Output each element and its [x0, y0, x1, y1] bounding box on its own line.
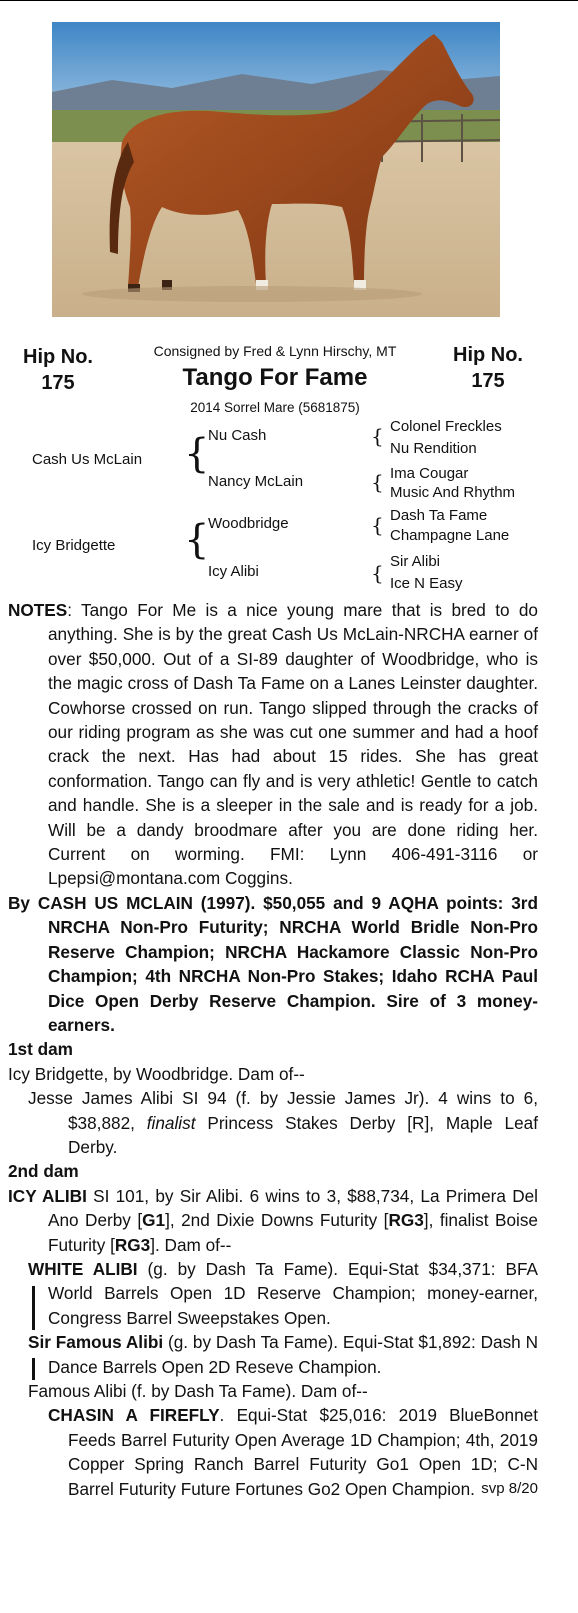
second-dam-text-2: ], 2nd Dixie Downs Futurity [	[165, 1210, 389, 1231]
pedigree-brace-dd: {	[371, 561, 384, 585]
horse-name: Tango For Fame	[182, 364, 368, 391]
pedigree-sire-dam-sire: Ima Cougar	[390, 465, 469, 482]
consignor-line: Consigned by Fred & Lynn Hirschy, MT	[153, 343, 397, 359]
pedigree-sire-sire-dam: Nu Rendition	[390, 440, 477, 457]
hip-value-left: 175	[41, 372, 75, 394]
grade-rg3-a: RG3	[388, 1210, 424, 1231]
pedigree-brace-sd: {	[371, 470, 384, 494]
first-dam-offspring	[8, 1086, 538, 1159]
sire-record: By CASH US MCLAIN (1997). $50,055 and 9 AQHA points: 3rd NRCHA Non-Pro Futurity; NRCHA World Bridle Non-Pro Reserve Champion; NRCHA Hackamore Classic Non-Pro Champion; 4th NRCHA Non-Pro Stakes; Idaho RCHA Paul Dice Open Derby Reserve Champion. Sire of 3 money-earners.	[8, 892, 538, 1035]
hip-label-left: Hip No.	[23, 346, 93, 368]
first-dam-offspring-italic: finalist	[146, 1112, 196, 1133]
earner-bar-1	[32, 1286, 35, 1330]
offspring-1-name: WHITE ALIBI	[28, 1258, 138, 1279]
pedigree-dam: Icy Bridgette	[32, 537, 116, 554]
hip-number-right	[444, 342, 532, 394]
hip-value-right: 175	[471, 370, 505, 392]
pedigree-sire-sire: Nu Cash	[208, 427, 267, 444]
offspring-2-name: Sir Famous Alibi	[28, 1332, 164, 1353]
pedigree-dam-sire: Woodbridge	[208, 515, 289, 532]
horse-photo	[52, 22, 500, 317]
second-dam-text-4: ]. Dam of--	[150, 1234, 232, 1255]
pedigree-dam-sire-dam: Champagne Lane	[390, 527, 510, 544]
catalog-body	[8, 598, 538, 1501]
pedigree-sire-dam: Nancy McLain	[208, 473, 304, 490]
pedigree-dam-sire-sire: Dash Ta Fame	[390, 507, 488, 524]
offspring-sir-famous-alibi	[8, 1330, 538, 1379]
pedigree-brace-ds: {	[371, 513, 384, 537]
second-dam-name: ICY ALIBI	[8, 1185, 87, 1206]
grand-offspring-text: . Equi-Stat $25,016: 2019 BlueBonnet Feeds Barrel Futurity Open Average 1D Champion; 4th, 2019 Copper Spring Ranch Barrel Futurity Go1 Open 1D; C-N Barrel Futurity Future Fortunes Go2 Open Champion.	[68, 1405, 538, 1499]
grand-offspring-name: CHASIN A FIREFLY	[48, 1405, 220, 1426]
notes-text: : Tango For Me is a nice young mare that is bred to do anything. She is by the great Cash Us McLain-NRCHA earner of over $50,000. Out of a SI-89 daughter of Woodbridge, who is the magic cross of Dash Ta Fame on a Lanes Leinster daughter. Cowhorse crossed on run. Tango slipped through the cracks of our riding program as she was cut one summer and had a hoof crack the next. Has had about 15 rides. She has great conformation. Tango can fly and is very athletic! Gentle to catch and handle. She is a sleeper in the sale and is ready for a job. Will be a dandy broodmare after you are done riding her. Current on worming. FMI: Lynn 406-491-3116 or Lpepsi@montana.com Coggins.	[48, 600, 538, 889]
footer-code: svp 8/20	[481, 1479, 538, 1497]
notes-paragraph	[8, 598, 538, 891]
pedigree-sire-dam-dam: Music And Rhythm	[390, 484, 516, 501]
pedigree-brace-dam: {	[184, 517, 210, 563]
pedigree-sire-sire-sire: Colonel Freckles	[390, 418, 502, 435]
hip-number-left	[14, 344, 102, 396]
first-dam-heading: 1st dam	[8, 1039, 73, 1060]
pedigree-sire: Cash Us McLain	[32, 451, 143, 468]
first-dam-offspring-text-a: Jesse James Alibi SI 94 (f. by Jessie James Jr). 4 wins to 6, $38,882,	[28, 1088, 538, 1133]
notes-label: NOTES	[8, 600, 68, 620]
foal-info: 2014 Sorrel Mare (5681875)	[190, 400, 360, 415]
pedigree-dam-dam: Icy Alibi	[208, 563, 259, 580]
offspring-2-text: (g. by Dash Ta Fame). Equi-Stat $1,892: Dash N Dance Barrels Open 2D Reseve Champion.	[48, 1332, 538, 1377]
pedigree-brace-sire: {	[184, 431, 210, 477]
grade-g1: G1	[142, 1210, 166, 1231]
second-dam-text-1: SI 101, by Sir Alibi. 6 wins to 3, $88,734, La Primera Del Ano Derby [	[48, 1185, 538, 1231]
pedigree-dam-dam-sire: Sir Alibi	[390, 553, 441, 570]
grade-rg3-b: RG3	[114, 1234, 151, 1255]
second-dam-heading: 2nd dam	[8, 1161, 79, 1182]
pedigree-brace-ss: {	[371, 424, 384, 448]
first-dam-line: Icy Bridgette, by Woodbridge. Dam of--	[8, 1063, 305, 1084]
grand-offspring-chasin-a-firefly	[8, 1403, 538, 1501]
second-dam-record	[8, 1184, 538, 1257]
pedigree-dam-dam-dam: Ice N Easy	[390, 575, 463, 592]
offspring-1-text: (g. by Dash Ta Fame). Equi-Stat $34,371: BFA World Barrels Open 1D Reserve Champion; money-earner, Congress Barrel Sweepstakes Open.	[48, 1258, 538, 1328]
second-dam-text-3: ], finalist Boise Futurity [	[48, 1210, 538, 1255]
earner-bar-2	[32, 1358, 35, 1380]
top-rule	[0, 0, 578, 1]
first-dam-offspring-text-b: Princess Stakes Derby [R], Maple Leaf Derby.	[68, 1112, 538, 1157]
offspring-famous-alibi: Famous Alibi (f. by Dash Ta Fame). Dam of--	[28, 1381, 368, 1401]
offspring-white-alibi	[8, 1257, 538, 1330]
hip-label-right: Hip No.	[453, 344, 523, 366]
